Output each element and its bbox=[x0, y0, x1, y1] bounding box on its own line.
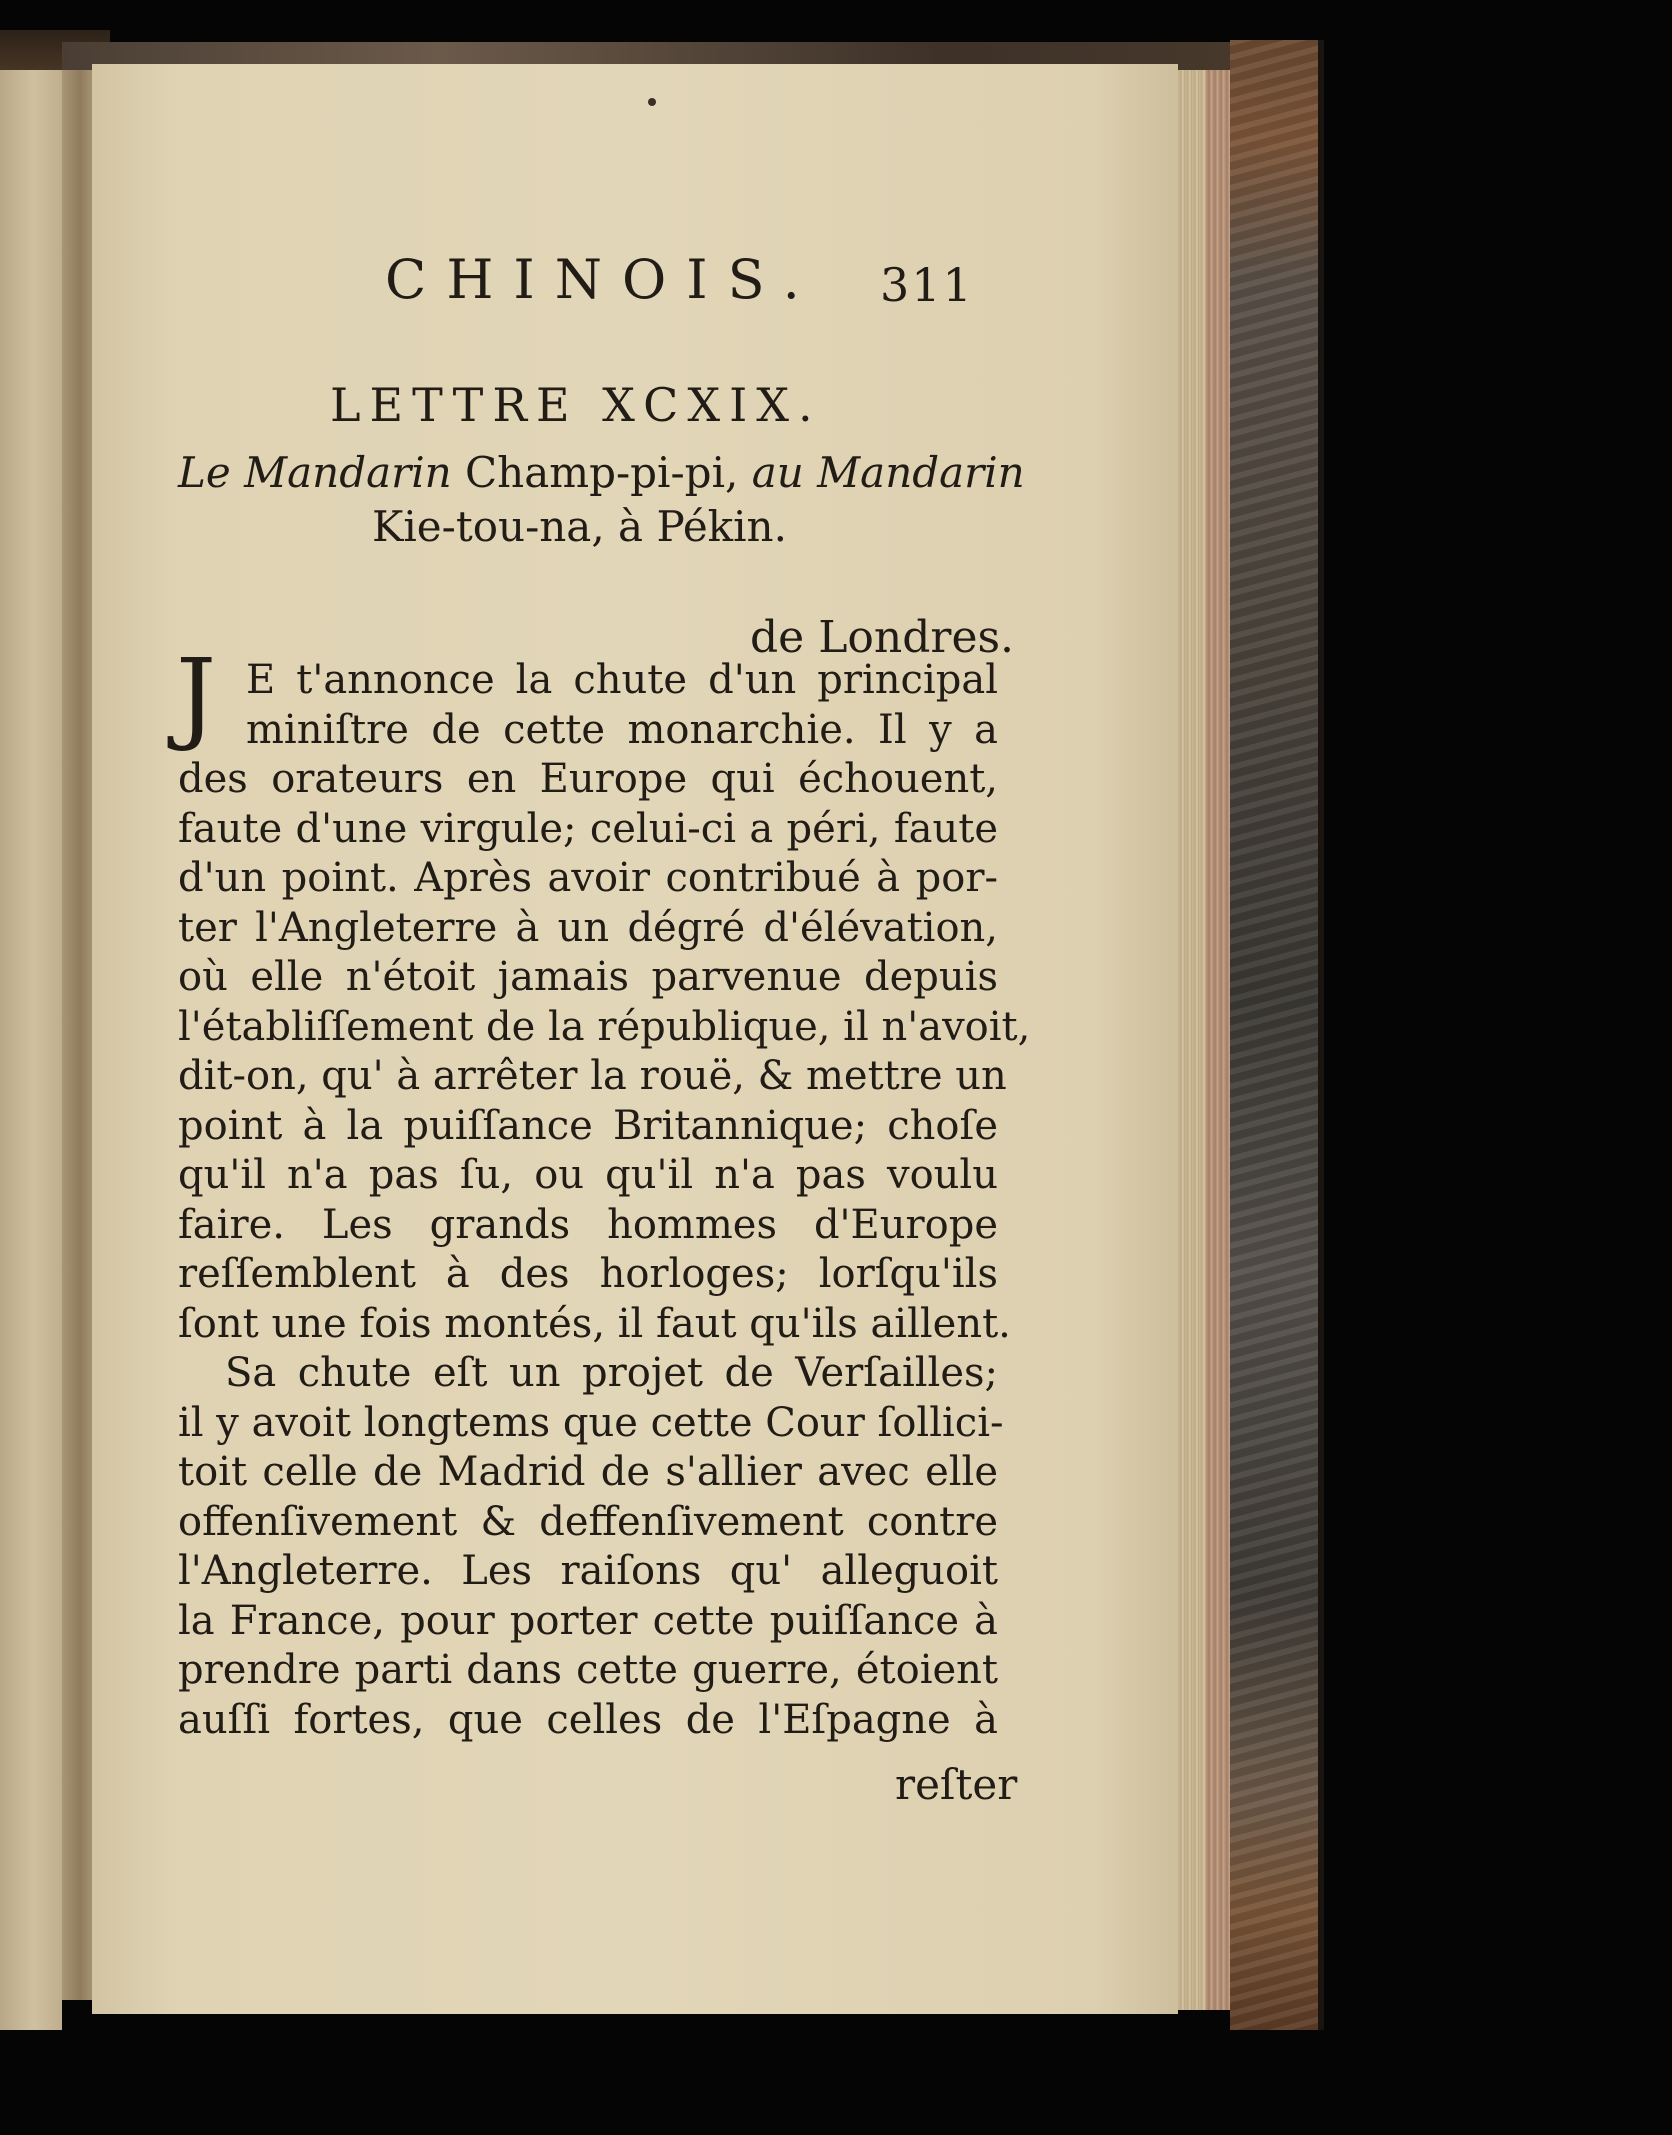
ink-mark bbox=[648, 98, 656, 106]
gutter bbox=[62, 70, 92, 2000]
text-line: reſſemblent à des horloges; lorſqu'ils bbox=[178, 1251, 998, 1297]
text-line: faire. Les grands hommes d'Europe bbox=[178, 1201, 998, 1248]
address-line-1 bbox=[178, 448, 1025, 497]
text-line: faute d'une virgule; celui-ci a péri, faute bbox=[178, 805, 998, 852]
text-line: ter l'Angleterre à un dégré d'élévation, bbox=[178, 904, 998, 951]
text-line: Sa chute eſt un projet de Verſailles; bbox=[225, 1350, 998, 1396]
cover-edge bbox=[1318, 40, 1324, 2030]
address-part-d: Mandarin bbox=[803, 448, 1025, 497]
place-line: de Londres. bbox=[750, 612, 1015, 663]
text-line: il y avoit longtems que cette Cour ſollici- bbox=[178, 1399, 1004, 1446]
text-line: où elle n'étoit jamais parvenue depuis bbox=[178, 954, 998, 1000]
text-line: d'un point. Après avoir contribué à por- bbox=[178, 855, 998, 901]
text-line: la France, pour porter cette puiſſance à bbox=[178, 1597, 998, 1644]
text-line: auſſi fortes, que celles de l'Eſpagne à bbox=[178, 1696, 998, 1743]
text-line: qu'il n'a pas ſu, ou qu'il n'a pas voulu bbox=[178, 1152, 998, 1198]
text-line: E t'annonce la chute d'un principal bbox=[246, 657, 998, 703]
text-line: des orateurs en Europe qui échouent, bbox=[178, 756, 998, 802]
running-title: CHINOIS. bbox=[385, 248, 820, 311]
text-line: point à la puiſſance Britannique; choſe bbox=[178, 1102, 998, 1149]
drop-cap: J bbox=[176, 637, 217, 754]
catchword: reſter bbox=[895, 1760, 1018, 1809]
address-part-b: Champ-pi-pi, bbox=[451, 448, 752, 497]
letter-title: LETTRE XCXIX. bbox=[330, 378, 822, 432]
text-line: offenſivement & deffenſivement contre bbox=[178, 1498, 998, 1545]
text-line: l'Angleterre. Les raiſons qu' alleguoit bbox=[178, 1548, 998, 1594]
marbled-cover bbox=[1230, 40, 1318, 2030]
address-part-c: au bbox=[751, 448, 804, 497]
text-line: prendre parti dans cette guerre, étoient bbox=[178, 1647, 998, 1693]
text-line: l'établiſſement de la république, il n'avoit, bbox=[178, 1003, 1031, 1050]
text-line: toit celle de Madrid de s'allier avec elle bbox=[178, 1449, 998, 1495]
red-edges bbox=[1206, 70, 1230, 2010]
address-line-2: Kie-tou-na, à Pékin. bbox=[372, 502, 787, 551]
left-page bbox=[0, 70, 62, 2030]
page-number: 311 bbox=[880, 258, 974, 312]
text-line: dit-on, qu' à arrêter la rouë, & mettre un bbox=[178, 1053, 1007, 1099]
text-line: ſont une fois montés, il faut qu'ils aillent. bbox=[178, 1300, 1011, 1347]
text-line: miniſtre de cette monarchie. Il y a bbox=[246, 706, 998, 753]
address-part-a: Le Mandarin bbox=[178, 448, 452, 497]
